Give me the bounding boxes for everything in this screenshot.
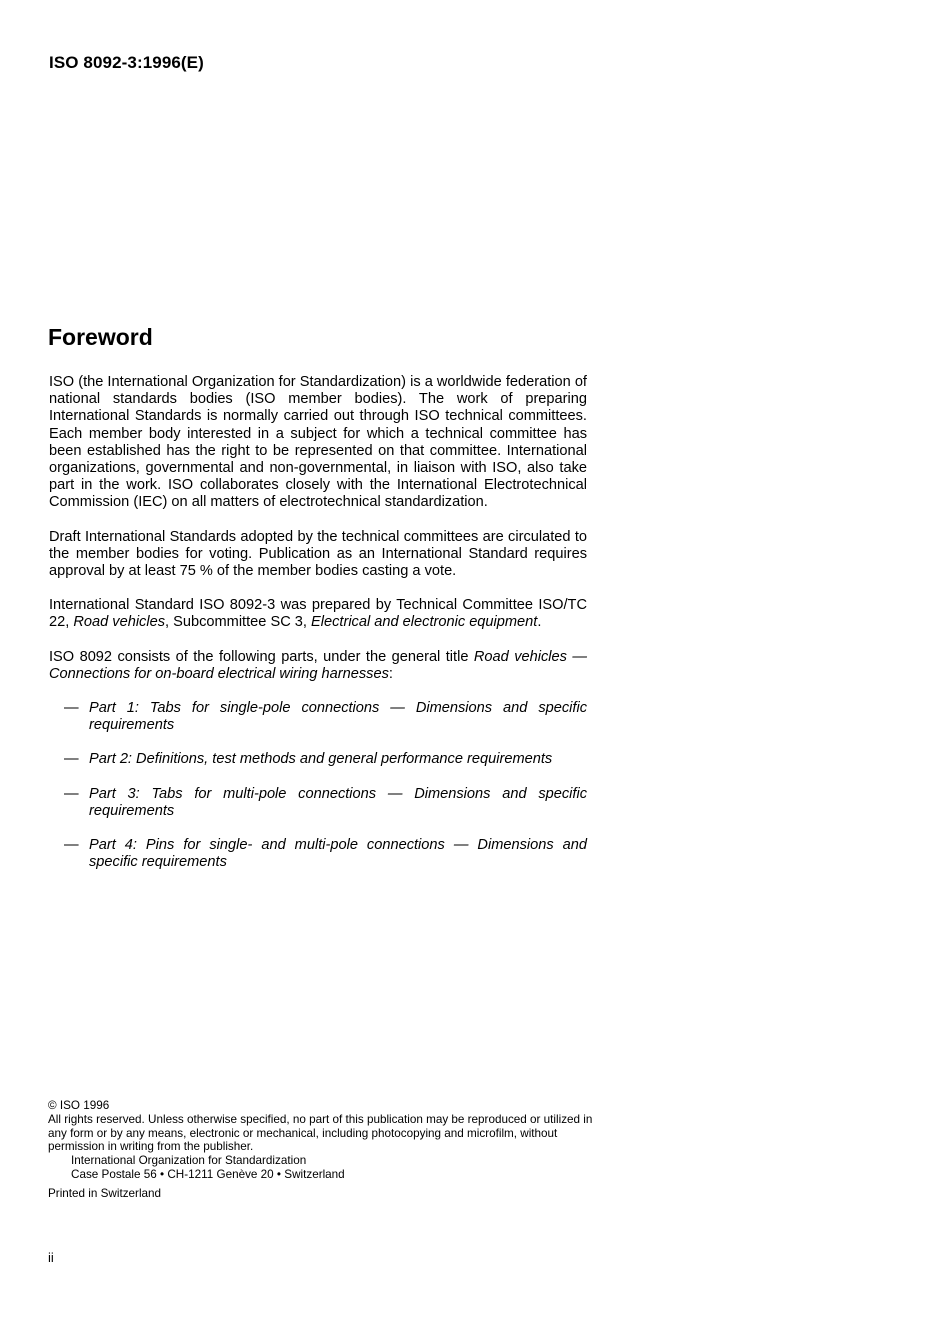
list-item: — Part 3: Tabs for multi-pole connections — Dimensions and specific requirements <box>64 785 587 819</box>
foreword-body <box>49 374 587 888</box>
copyright-line: © ISO 1996 <box>48 1099 110 1112</box>
dash-bullet: — <box>64 785 79 802</box>
printed-in: Printed in Switzerland <box>48 1186 162 1200</box>
list-item: — Part 4: Pins for single- and multi-pole connections — Dimensions and specific requirements <box>64 837 587 871</box>
parts-list <box>49 700 587 871</box>
copyright-block <box>48 1099 593 1201</box>
paragraph-parts-intro: ISO 8092 consists of the following parts, under the general title Road vehicles — Connections for on-board electrical wiring harnesses: <box>49 648 587 682</box>
paragraph-iso-description: ISO (the International Organization for Standardization) is a worldwide federation of national standards bodies (ISO member bodies). The work of preparing International Standards is normally carried out through ISO technical committees. Each member body interested in a subject for which a technical committee has been established has the right to be represented on that committee. International organizations, governmental and non-governmental, in liaison with ISO, also take part in the work. ISO collaborates closely with the International Electrotechnical Commission (IEC) on all matters of electrotechnical standardization. <box>49 374 587 511</box>
committee-name: Road vehicles <box>73 614 166 631</box>
dash-bullet: — <box>64 837 79 854</box>
dash-bullet: — <box>64 751 79 768</box>
paragraph-prepared-by: International Standard ISO 8092-3 was prepared by Technical Committee ISO/TC 22, Road vehicles, Subcommittee SC 3, Electrical and electronic equipment. <box>49 597 587 631</box>
general-title: Road vehicles — Connections for on-board electrical wiring harnesses <box>49 648 587 682</box>
paragraph-draft-standards: Draft International Standards adopted by the technical committees are circulated to the member bodies for voting. Publication as an International Standard requires approval by at least 75 % of the member bodies casting a vote. <box>49 528 587 580</box>
page-number: ii <box>48 1250 54 1265</box>
organization-address: Case Postale 56 • CH-1211 Genève 20 • Switzerland <box>71 1167 345 1181</box>
page-title: Foreword <box>48 324 153 350</box>
list-item: — Part 1: Tabs for single-pole connections — Dimensions and specific requirements <box>64 700 587 734</box>
list-item: — Part 2: Definitions, test methods and general performance requirements <box>64 751 553 768</box>
rights-notice: All rights reserved. Unless otherwise specified, no part of this publication may be reproduced or utilized in any form or by any means, electronic or mechanical, including photocopying and microfilm, without permission in writing from the publisher. <box>48 1112 593 1154</box>
document-id-header: ISO 8092-3:1996(E) <box>49 53 204 72</box>
organization-name: International Organization for Standardization <box>71 1154 307 1168</box>
dash-bullet: — <box>64 700 79 717</box>
subcommittee-name: Electrical and electronic equipment <box>311 614 538 631</box>
